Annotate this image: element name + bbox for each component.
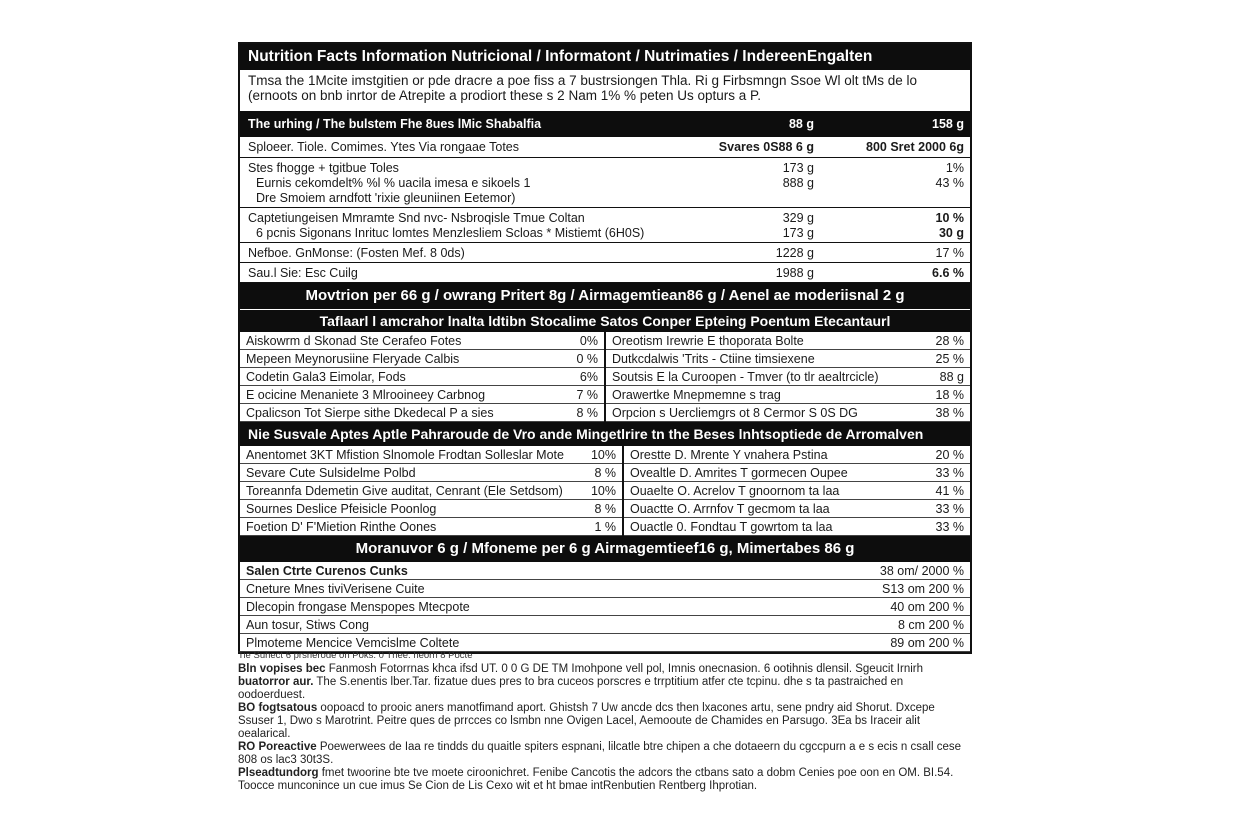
grid-cell-name: Orawertke Mnepmemne s trag	[612, 387, 781, 402]
nutrient-amount: 173 g	[782, 225, 814, 240]
footnote-text: oopoacd to prooic aners manotfimand aport. Ghistsh 7 Uw ancde dcs then lxacones artu, sene pndry aid Shorut. Dxcepe Ssuser 1, Dwo s Marotrint. Peitre ques de prrcces co lsmbn nne Ovigen Lacel, Aemooute de Chamides en Parsugo. 3Ea bs Iraceir alit oealarical.	[238, 702, 935, 740]
nutrient-percent: 1%	[945, 160, 964, 175]
grid-cell-name: Ouaelte O. Acrelov T gnoornom ta laa	[629, 483, 840, 498]
grid-cell-name: Ouactle 0. Fondtau T gowrtom ta laa	[629, 519, 833, 534]
column-header-name: Sploeer. Tiole. Comimes. Ytes Via rongaae Totes	[248, 140, 519, 154]
serving-banner: Movtrion per 66 g / owrang Pritert 8g / Airmagemtiean86 g / Aenel ae moderiisnal 2 g	[240, 283, 970, 309]
vitamin-name: Dlecopin frongase Menspopes Mtecpote	[246, 599, 470, 614]
nutrient-group	[240, 243, 970, 263]
grid-cell	[606, 404, 970, 422]
nutrient-row	[240, 265, 970, 280]
grid-cell-name: Mepeen Meynorusiine Fleryade Calbis	[246, 351, 460, 366]
nutrient-name: Dre Smoiem arndfott 'rixie gleuniinen Eetemor)	[256, 190, 516, 205]
grid-cell	[240, 386, 604, 404]
grid-cell-value: 0%	[579, 333, 598, 348]
grid-cell-value: 38 %	[935, 405, 964, 420]
nutrient-amount: 1228 g	[775, 245, 814, 260]
footnote-text: Poewerwees de Iaa re tindds du quaitle spiters espnani, lilcatle btre chipen a che dotaeern du cgccpurn a e s ecis n csall cese 808 os lac3 30t3S.	[238, 741, 962, 766]
grid-cell	[240, 500, 622, 518]
grid-cell-value: 8 %	[594, 501, 616, 516]
grid-cell-name: Foetion D' F'Mietion Rinthe Oones	[246, 519, 437, 534]
serving-banner-2: Moranuvor 6 g / Mfoneme per 6 g Airmagemtieef16 g, Mimertabes 86 g	[240, 536, 970, 562]
nutrient-row	[240, 210, 970, 225]
nutrient-groups	[240, 158, 970, 283]
grid-cell-value: 8 %	[576, 405, 598, 420]
nutrient-percent: 43 %	[935, 175, 964, 190]
footnote-lead: RO Poreactive	[238, 741, 317, 753]
grid-cell-value: 20 %	[935, 447, 964, 462]
nutrient-name: Stes fhogge + tgitbue Toles	[248, 160, 399, 175]
nutrient-amount: 888 g	[782, 175, 814, 190]
grid-cell-value: 6%	[579, 369, 598, 384]
vitamin-value: 89 om 200 %	[890, 635, 964, 650]
grid-cell	[624, 518, 970, 536]
grid-cell	[606, 368, 970, 386]
nutrient-grid-1	[240, 332, 970, 422]
nutrient-name: 6 pcnis Sigonans Inrituc lomtes Menzlesliem Scloas * Mistiemt (6H0S)	[256, 225, 645, 240]
vitamin-row	[240, 562, 970, 580]
intro-line: Tmsa the 1Mcite imstgitien or pde dracre a poe fiss a 7 bustrsiongen Thla. Ri g Firbsmngn Ssoe Wl olt tMs de lo	[248, 73, 918, 88]
grid-cell-value: 33 %	[935, 519, 964, 534]
grid-2-right-column	[624, 446, 970, 536]
footnote-text: fmet twoorine bte tve moete ciroonichret. Fenibe Cancotis the adcors the ctbans sato a dobm Cenies poe oon en OM. BI.54. Toocce munconince un cue imus Se Cion de Lis Cexo wit et ht bmae intRenbutien Rentberg Ihprotian.	[238, 767, 954, 792]
footnote-lead: Plseadtundorg	[238, 767, 319, 779]
nutrient-percent: 10 %	[935, 210, 964, 225]
grid-cell-name: Ouactte O. Arrnfov T gecmom ta laa	[629, 501, 830, 516]
grid-cell	[240, 350, 604, 368]
grid-cell-value: 10%	[590, 447, 616, 462]
section-bar-label: The urhing / The bulstem Fhe 8ues lMic Shabalfia	[248, 117, 542, 131]
subbanner-1: Taflaarl l amcrahor lnalta ldtibn Stocalime Satos Conper Epteing Poentum Etecantaurl	[240, 309, 970, 332]
grid-cell	[624, 464, 970, 482]
grid-cell	[624, 482, 970, 500]
footnote	[238, 741, 972, 767]
vitamin-value: 8 cm 200 %	[897, 617, 964, 632]
grid-cell	[240, 404, 604, 422]
vitamin-value: 40 om 200 %	[890, 599, 964, 614]
grid-cell-value: 10%	[590, 483, 616, 498]
nutrient-row	[240, 190, 970, 205]
grid-cell-value: 41 %	[935, 483, 964, 498]
nutrient-amount: 329 g	[782, 210, 814, 225]
grid-cell	[240, 332, 604, 350]
grid-1-right-column	[606, 332, 970, 422]
nutrient-group	[240, 208, 970, 243]
vitamin-row	[240, 580, 970, 598]
grid-cell-value: 18 %	[935, 387, 964, 402]
nutrient-grid-2	[240, 446, 970, 536]
grid-cell-name: Oreotism Irewrie E thoporata Bolte	[612, 333, 804, 348]
grid-cell	[624, 446, 970, 464]
grid-cell-value: 8 %	[594, 465, 616, 480]
intro-text	[240, 70, 970, 111]
grid-cell	[606, 350, 970, 368]
grid-cell-name: Dutkcdalwis 'Trits - Ctiine timsiexene	[612, 351, 815, 366]
nutrient-row	[240, 160, 970, 175]
vitamin-name: Cneture Mnes tiviVerisene Cuite	[246, 581, 425, 596]
grid-cell-value: 7 %	[576, 387, 598, 402]
footnotes	[238, 663, 972, 793]
grid-cell-name: Ovealtle D. Amrites T gormecen Oupee	[629, 465, 848, 480]
grid-cell-name: Sevare Cute Sulsidelme Polbd	[246, 465, 416, 480]
small-note: Tie Suhect 6 prsrierode on Poks. 0 Thee. heorh 8 Pocte	[238, 650, 473, 661]
grid-cell-name: E ocicine Menaniete 3 Mlrooineey Carbnog	[246, 387, 486, 402]
grid-cell-value: 33 %	[935, 465, 964, 480]
footnote	[238, 676, 972, 702]
grid-cell-name: Toreannfa Ddemetin Give auditat, Cenrant (Ele Setdsom)	[246, 483, 563, 498]
nutrient-percent: 30 g	[938, 225, 964, 240]
vitamin-row	[240, 598, 970, 616]
grid-cell-value: 25 %	[935, 351, 964, 366]
column-header-row	[240, 137, 970, 158]
column-header-amount: Svares 0S88 6 g	[718, 140, 814, 154]
column-header-percent: 800 Sret 2000 6g	[866, 140, 964, 154]
vitamin-value: 38 om/ 2000 %	[879, 563, 964, 578]
nutrient-row	[240, 175, 970, 190]
grid-cell	[624, 500, 970, 518]
nutrient-name: Eurnis cekomdelt% %l % uacila imesa e sikoels 1	[256, 175, 531, 190]
grid-cell-name: Orestte D. Mrente Y vnahera Pstina	[629, 447, 828, 462]
grid-cell	[240, 518, 622, 536]
grid-cell	[240, 446, 622, 464]
nutrient-row	[240, 225, 970, 240]
vitamin-row	[240, 616, 970, 634]
vitamin-list	[240, 562, 970, 652]
grid-1-left-column	[240, 332, 606, 422]
footnote	[238, 663, 972, 676]
vitamin-name: Aun tosur, Stiws Cong	[246, 617, 369, 632]
footnote-lead: buatorror aur.	[238, 676, 314, 688]
footnote-lead: Bln vopises bec	[238, 663, 326, 675]
grid-cell-value: 33 %	[935, 501, 964, 516]
nutrient-percent: 17 %	[935, 245, 964, 260]
grid-cell-name: Anentomet 3KT Mfistion Slnomole Frodtan Solleslar Mote	[246, 447, 564, 462]
grid-cell-value: 0 %	[576, 351, 598, 366]
footnote-lead: BO fogtsatous	[238, 702, 318, 714]
grid-cell-name: Cpalicson Tot Sierpe sithe Dkedecal P a sies	[246, 405, 494, 420]
grid-cell-name: Codetin Gala3 Eimolar, Fods	[246, 369, 406, 384]
nutrient-group	[240, 263, 970, 283]
grid-cell	[606, 386, 970, 404]
grid-cell-name: Sournes Deslice Pfeisicle Poonlog	[246, 501, 437, 516]
grid-cell-name: Aiskowrm d Skonad Ste Cerafeo Fotes	[246, 333, 462, 348]
nutrient-amount: 173 g	[782, 160, 814, 175]
section-bar	[240, 111, 970, 137]
grid-cell-name: Orpcion s Uercliemgrs ot 8 Cermor S 0S DG	[612, 405, 858, 420]
section-bar-percent: 158 g	[932, 117, 964, 131]
footnote	[238, 702, 972, 741]
label-frame	[238, 42, 972, 654]
grid-cell-value: 28 %	[935, 333, 964, 348]
grid-2-left-column	[240, 446, 624, 536]
label-title: Nutrition Facts Information Nutricional / Informatont / Nutrimaties / IndereenEngalten	[240, 44, 970, 70]
nutrient-name: Sau.l Sie: Esc Cuilg	[248, 265, 358, 280]
grid-cell	[240, 368, 604, 386]
nutrient-percent: 6.6 %	[932, 265, 964, 280]
grid-cell	[606, 332, 970, 350]
subbanner-2: Nie Susvale Aptes Aptle Pahraroude de Vro ande Mingetlrire tn the Beses lnhtsoptiede de Arromalven	[240, 422, 970, 446]
grid-cell-value: 88 g	[939, 369, 964, 384]
intro-line: (ernoots on bnb inrtor de Atrepite a prodiort these s 2 Nam 1% % peten Us opturs a P.	[248, 88, 762, 103]
nutrient-name: Captetiungeisen Mmramte Snd nvc- Nsbroqisle Tmue Coltan	[248, 210, 585, 225]
footnote-text: The S.enentis lber.Tar. fizatue dues pres to bra cuceos porscres e trrptitium atfer cte tcpinu. dhe s ta pastraiched en oodoerduest.	[238, 676, 904, 701]
footnote	[238, 767, 972, 793]
section-bar-amount: 88 g	[788, 117, 814, 131]
grid-cell-name: Soutsis E la Curoopen - Tmver (to tlr aealtrcicle)	[612, 369, 879, 384]
nutrient-amount: 1988 g	[775, 265, 814, 280]
nutrient-group	[240, 158, 970, 208]
grid-cell	[240, 482, 622, 500]
nutrient-row	[240, 245, 970, 260]
grid-cell	[240, 464, 622, 482]
vitamin-value: S13 om 200 %	[882, 581, 964, 596]
vitamin-name: Salen Ctrte Curenos Cunks	[246, 563, 408, 578]
nutrition-label	[238, 42, 972, 654]
grid-cell-value: 1 %	[594, 519, 616, 534]
nutrient-name: Nefboe. GnMonse: (Fosten Mef. 8 0ds)	[248, 245, 465, 260]
vitamin-name: Plmoteme Mencice Vemcislme Coltete	[246, 635, 460, 650]
footnote-text: Fanmosh Fotorrnas khca ifsd UT. 0 0 G DE TM Imohpone vell pol, Imnis onecnasion. 6 ootihnis dlensil. Sgeucit Irnirh	[325, 663, 923, 675]
